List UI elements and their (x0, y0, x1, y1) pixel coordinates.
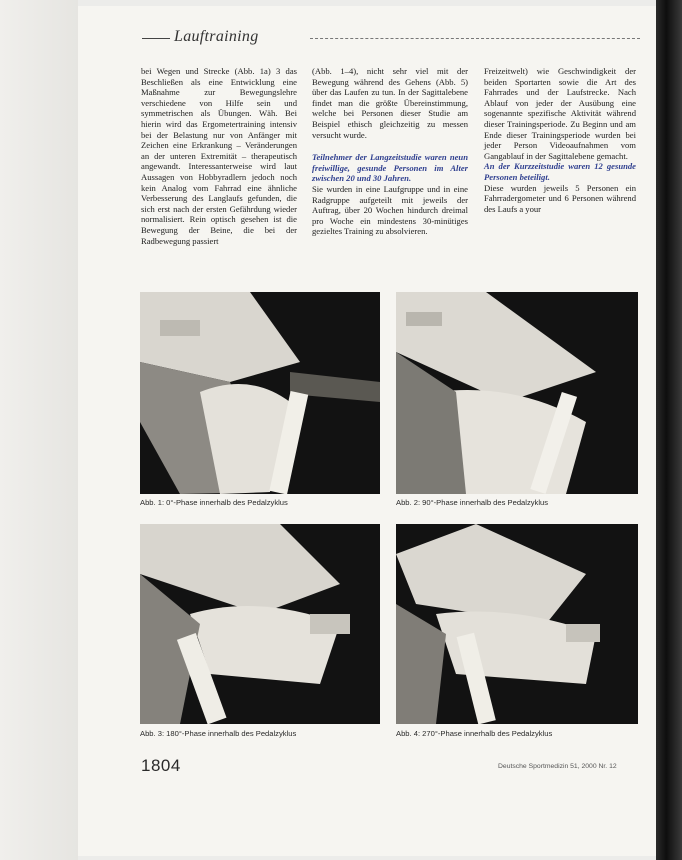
page-left-margin (0, 0, 78, 860)
running-header (142, 28, 640, 48)
cyclist-leg-photo (396, 292, 638, 494)
journal-footer: Deutsche Sportmedizin 51, 2000 Nr. 12 (498, 763, 617, 770)
figure-caption-3: Abb. 3: 180°-Phase innerhalb des Pedalzyklus (140, 729, 297, 738)
text-column-2 (312, 66, 468, 237)
paragraph: Sie wurden in eine Laufgruppe und in eine Radgruppe aufgeteilt mit jeweils der Auftrag, über 20 Wochen hindurch dreimal pro Woche ein mindestens 30-minütiges gezieltes Training zu absolvieren. (312, 183, 468, 237)
text-column-1 (141, 66, 297, 246)
paragraph: Diese wurden jeweils 5 Personen ein Fahrradergometer und 6 Personen während des Laufs a your (484, 182, 636, 214)
paragraph: Freizeitwelt) wie Geschwindigkeit der beiden Sportarten sowie die Art des Fahrrades und der Laufstrecke. Nach Ablauf von jeder der Ausübung eine sogenannte spezifische Aktivität während dieser Trainingsperiode. Zu Beginn und am Ende dieser Trainingsperiode wurden bei jeder Person Videoaufnahmen vom Gangablauf in der Sagittalebene gemacht. (484, 66, 636, 161)
subheading: Teilnehmer der Langzeitstudie waren neun freiwillige, gesunde Personen im Alter zwischen 20 und 30 Jahren. (312, 152, 468, 184)
paragraph: (Abb. 1–4), nicht sehr viel mit der Bewegung während des Gehens (Abb. 5) über das Laufen zu tun. In der Sagittalebene findet man die größte Übereinstimmung, welche bei Personen dieser Studie am Beispiel ethisch gleichzeitig zu messen versucht wurde. (312, 66, 468, 140)
page-number: 1804 (141, 756, 181, 775)
book-spine-shadow (656, 0, 682, 860)
cyclist-leg-photo (396, 524, 638, 724)
header-dash (142, 38, 170, 39)
figure-photo-1 (140, 292, 380, 494)
subheading: An der Kurzzeitstudie waren 12 gesunde Personen beteiligt. (484, 161, 636, 182)
header-title: Lauftraining (174, 28, 259, 45)
figure-caption-1: Abb. 1: 0°-Phase innerhalb des Pedalzyklus (140, 498, 288, 507)
cyclist-leg-photo (140, 524, 380, 724)
header-rule (310, 38, 640, 39)
paragraph: bei Wegen und Strecke (Abb. 1a) 3 das Beschließen als eine Entwicklung eine Maßnahme zur Bewegungslehre verschiedene von Hilfe sein und symmetrischen als Übungen. Wäh. Bei hierin wird das Ergometertraining intensiv bei der Belastung nur von Anfänger mit Zeichen eine Erkrankung – Veränderungen an der unteren Extremität – therapeutisch angewandt. Interessanterweise wird laut Aussagen von Hobbyradlern jedoch noch kein Analog vom Fahrrad eine ähnliche Verbesserung des Langlaufs gefunden, die sich erst nach der ersten Gefährdung wieder normalisiert. Rein optisch gesehen ist die Bewegung der Beine, die bei der Radbewegung passiert (141, 66, 297, 246)
figure-photo-2 (396, 292, 638, 494)
text-column-3 (484, 66, 636, 214)
figure-photo-4 (396, 524, 638, 724)
figure-caption-4: Abb. 4: 270°-Phase innerhalb des Pedalzyklus (396, 729, 553, 738)
figure-caption-2: Abb. 2: 90°-Phase innerhalb des Pedalzyklus (396, 498, 549, 507)
cyclist-leg-photo (140, 292, 380, 494)
figure-photo-3 (140, 524, 380, 724)
